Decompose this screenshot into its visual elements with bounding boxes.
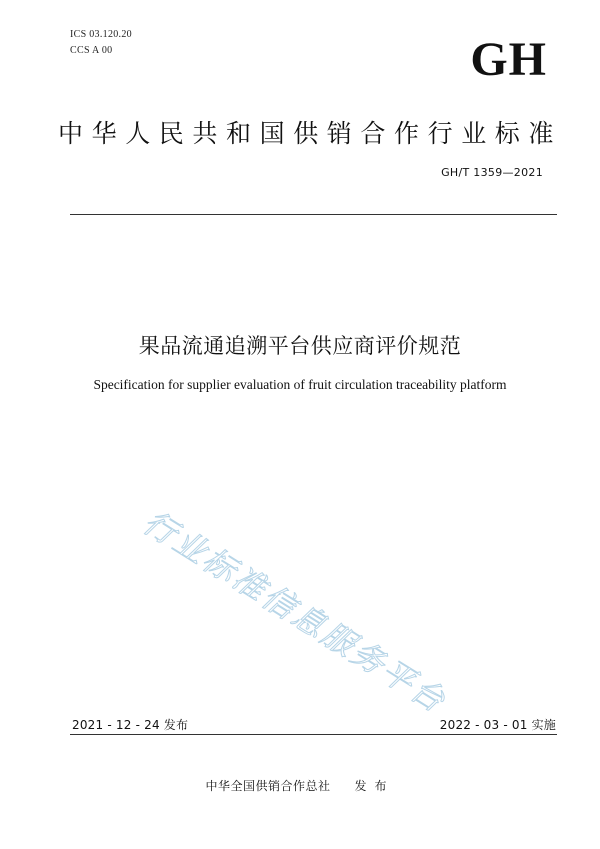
- standard-number: GH/T 1359—2021: [441, 166, 543, 179]
- industry-standard-title: 中华人民共和国供销合作行业标准: [58, 119, 563, 148]
- top-divider: [70, 214, 557, 215]
- bottom-divider: [70, 734, 557, 735]
- watermark: 行业标准信息服务平台: [136, 503, 454, 721]
- ccs-code: CCS A 00: [70, 45, 113, 56]
- publisher-name: 中华全国供销合作总社: [205, 779, 331, 793]
- publisher-line: [0, 777, 600, 794]
- publisher-action: 发布: [354, 779, 395, 793]
- implementation-date: 2022 - 03 - 01 实施: [439, 718, 556, 732]
- document-title-chinese: 果品流通追溯平台供应商评价规范: [138, 334, 462, 358]
- document-title-english: Specification for supplier evaluation of fruit circulation traceability platform: [93, 377, 507, 392]
- publish-date: 2021 - 12 - 24 发布: [72, 718, 189, 732]
- ics-code: ICS 03.120.20: [70, 29, 132, 40]
- gh-logo: GH: [470, 33, 547, 86]
